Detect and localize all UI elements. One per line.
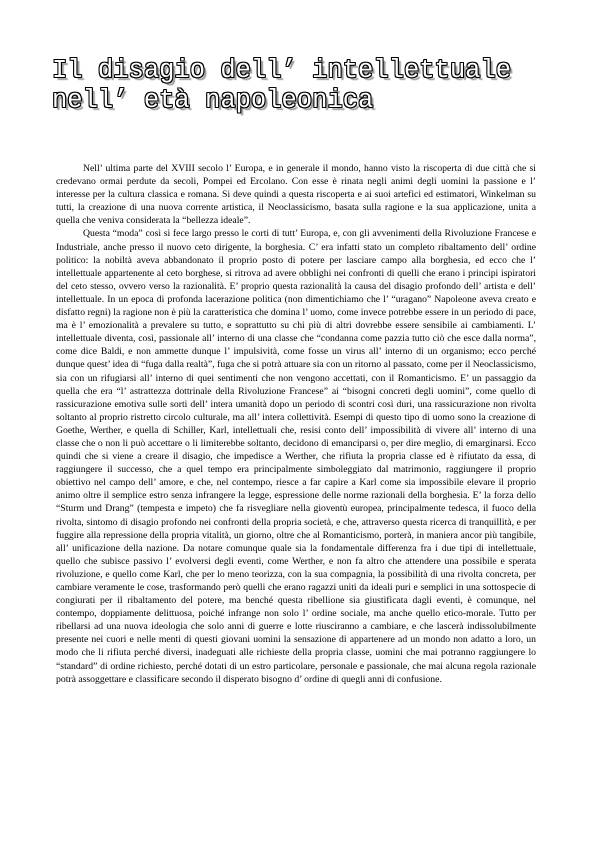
document-title: Il disagio dell’ intellettuale nell’ età napoleonica <box>52 56 512 115</box>
document-body <box>56 162 536 686</box>
paragraph: Questa “moda” così si fece largo presso le corti di tutt’ Europa, e, con gli avvenimenti della Rivoluzione Francese e Industriale, anche presso il nuovo ceto dirigente, la borghesia. C’ era infatti stato un completo ribaltamento dell’ ordine politico: la nobiltà aveva abbandonato il proprio posto di potere per lasciare campo alla borghesia, ed ecco che l’ intellettuale appartenente al ceto borghese, si ritrova ad avere obblighi nei confronti di quelli che erano i principi ispiratori del ceto stesso, ovvero verso la razionalità. E’ proprio questa razionalità la causa del disagio profondo dell’ artista e dell’ intellettuale. In un epoca di profonda lacerazione politica (non dimentichiamo che l’ “uragano” Napoleone aveva creato e disfatto regni) la ragione non è più la caratteristica che domina l’ uomo, come invece potrebbe essere in un periodo di pace, ma è l’ emozionalità a prevalere su tutto, e soprattutto su chi più di altri dovrebbe essere sensibile ai cambiamenti. L’ intellettuale diventa, così, passionale all’ interno di una classe che “condanna come pazzia tutto ciò che esce dalla norma”, come dice Baldi, e non ammette dunque l’ impulsività, come fosse un virus all’ interno di un organismo; ecco perché dunque quest’ idea di “fuga dalla realtà”, fuga che si potrà attuare sia con un ritorno al passato, come per il Neoclassicismo, sia con un rifugiarsi all’ interno di quei sentimenti che non vengono accettati, con il Romanticismo. E’ un passaggio da quella che era “l’ astrattezza dottrinale della Rivoluzione Francese” ai “bisogni concreti degli uomini”, come quello di rassicurazione emotiva sulle sorti dell’ intera umanità dopo un periodo di scontri così duri, una rassicurazione non rivolta soltanto al proprio ristretto circolo culturale, ma all’ intera collettività. Esempi di questo tipo di uomo sono la creazione di Goethe, Werther, e quella di Schiller, Karl, intellettuali che, resisi conto dell’ impossibilità di vivere all’ interno di una classe che o non li può accettare o li limiterebbe soltanto, decidono di emanciparsi o, per dire meglio, di emarginarsi. Ecco quindi che si viene a creare il disagio, che impedisce a Werther, che rifiuta la propria classe ed è rifiutato da essa, di raggiungere il successo, che a quel tempo era principalmente simboleggiato dal matrimonio, raggiungere il proprio obiettivo nel campo dell’ amore, e che, nel contempo, riesce a far capire a Karl come sia impossibile elevare il proprio animo oltre il semplice estro senza infrangere la legge, espressione delle norme razionali della borghesia. E’ la forza dello “Sturm und Drang” (tempesta e impeto) che fa risvegliare nella gioventù europea, principalmente tedesca, il fuoco della rivolta, sintomo di disagio profondo nei confronti della propria società, e che, attraverso questa ricerca di tranquillità, e per fuggire alla repressione della propria vitalità, un giorno, oltre che al Romanticismo, porterà, in maniera ancor più tangibile, all’ unificazione della nazione. Da notare comunque quale sia la fondamentale differenza fra i due tipi di intellettuale, quello che subisce passivo l’ evolversi degli eventi, come Werther, e non fa altro che attendere una possibile e sperata rivoluzione, e quello come Karl, che per lo meno teorizza, con la sua compagnia, la possibilità di una rivolta concreta, per cambiare veramente le cose, trasformando però quelli che erano ragazzi uniti da ideali puri e semplici in una sottospecie di congiurati per il ribaltamento del potere, ma benché questa ribellione sia giustificata dagli eventi, è comunque, nel contempo, doppiamente delittuosa, poiché infrange non solo l’ ordine sociale, ma anche quello etico-morale. Tutto per ribellarsi ad una nuova ideologia che solo anni di guerre e lotte riusciranno a cambiare, e che lascerà indissolubilmente presente nei cuori e nelle menti di questi giovani uomini la sensazione di appartenere ad un mondo non adatto a loro, un modo che li rifiuta perché diversi, inadeguati alle richieste della propria classe, uomini che mai potranno raggiungere lo “standard” di ordine richiesto, perché dotati di un estro particolare, personale e passionale, che mai alcuna regola razionale potrà assoggettare e classificare secondo il disperato bisogno d’ ordine di quegli anni di confusione. <box>56 228 536 685</box>
paragraph: Nell’ ultima parte del XVIII secolo l’ Europa, e in generale il mondo, hanno visto la riscoperta di due città che si credevano ormai perdute da secoli, Pompei ed Ercolano. Con esse è rinata negli animi degli uomini la passione e l’ interesse per la cultura classica e romana. Si deve quindi a questa riscoperta e ai suoi artefici ed estimatori, Winkelman su tutti, la creazione di una nuova corrente artistica, il Neoclassicismo, basata sulla ragione e la sua applicazione, unita a quella che veniva considerata la “bellezza ideale”. <box>56 163 536 227</box>
